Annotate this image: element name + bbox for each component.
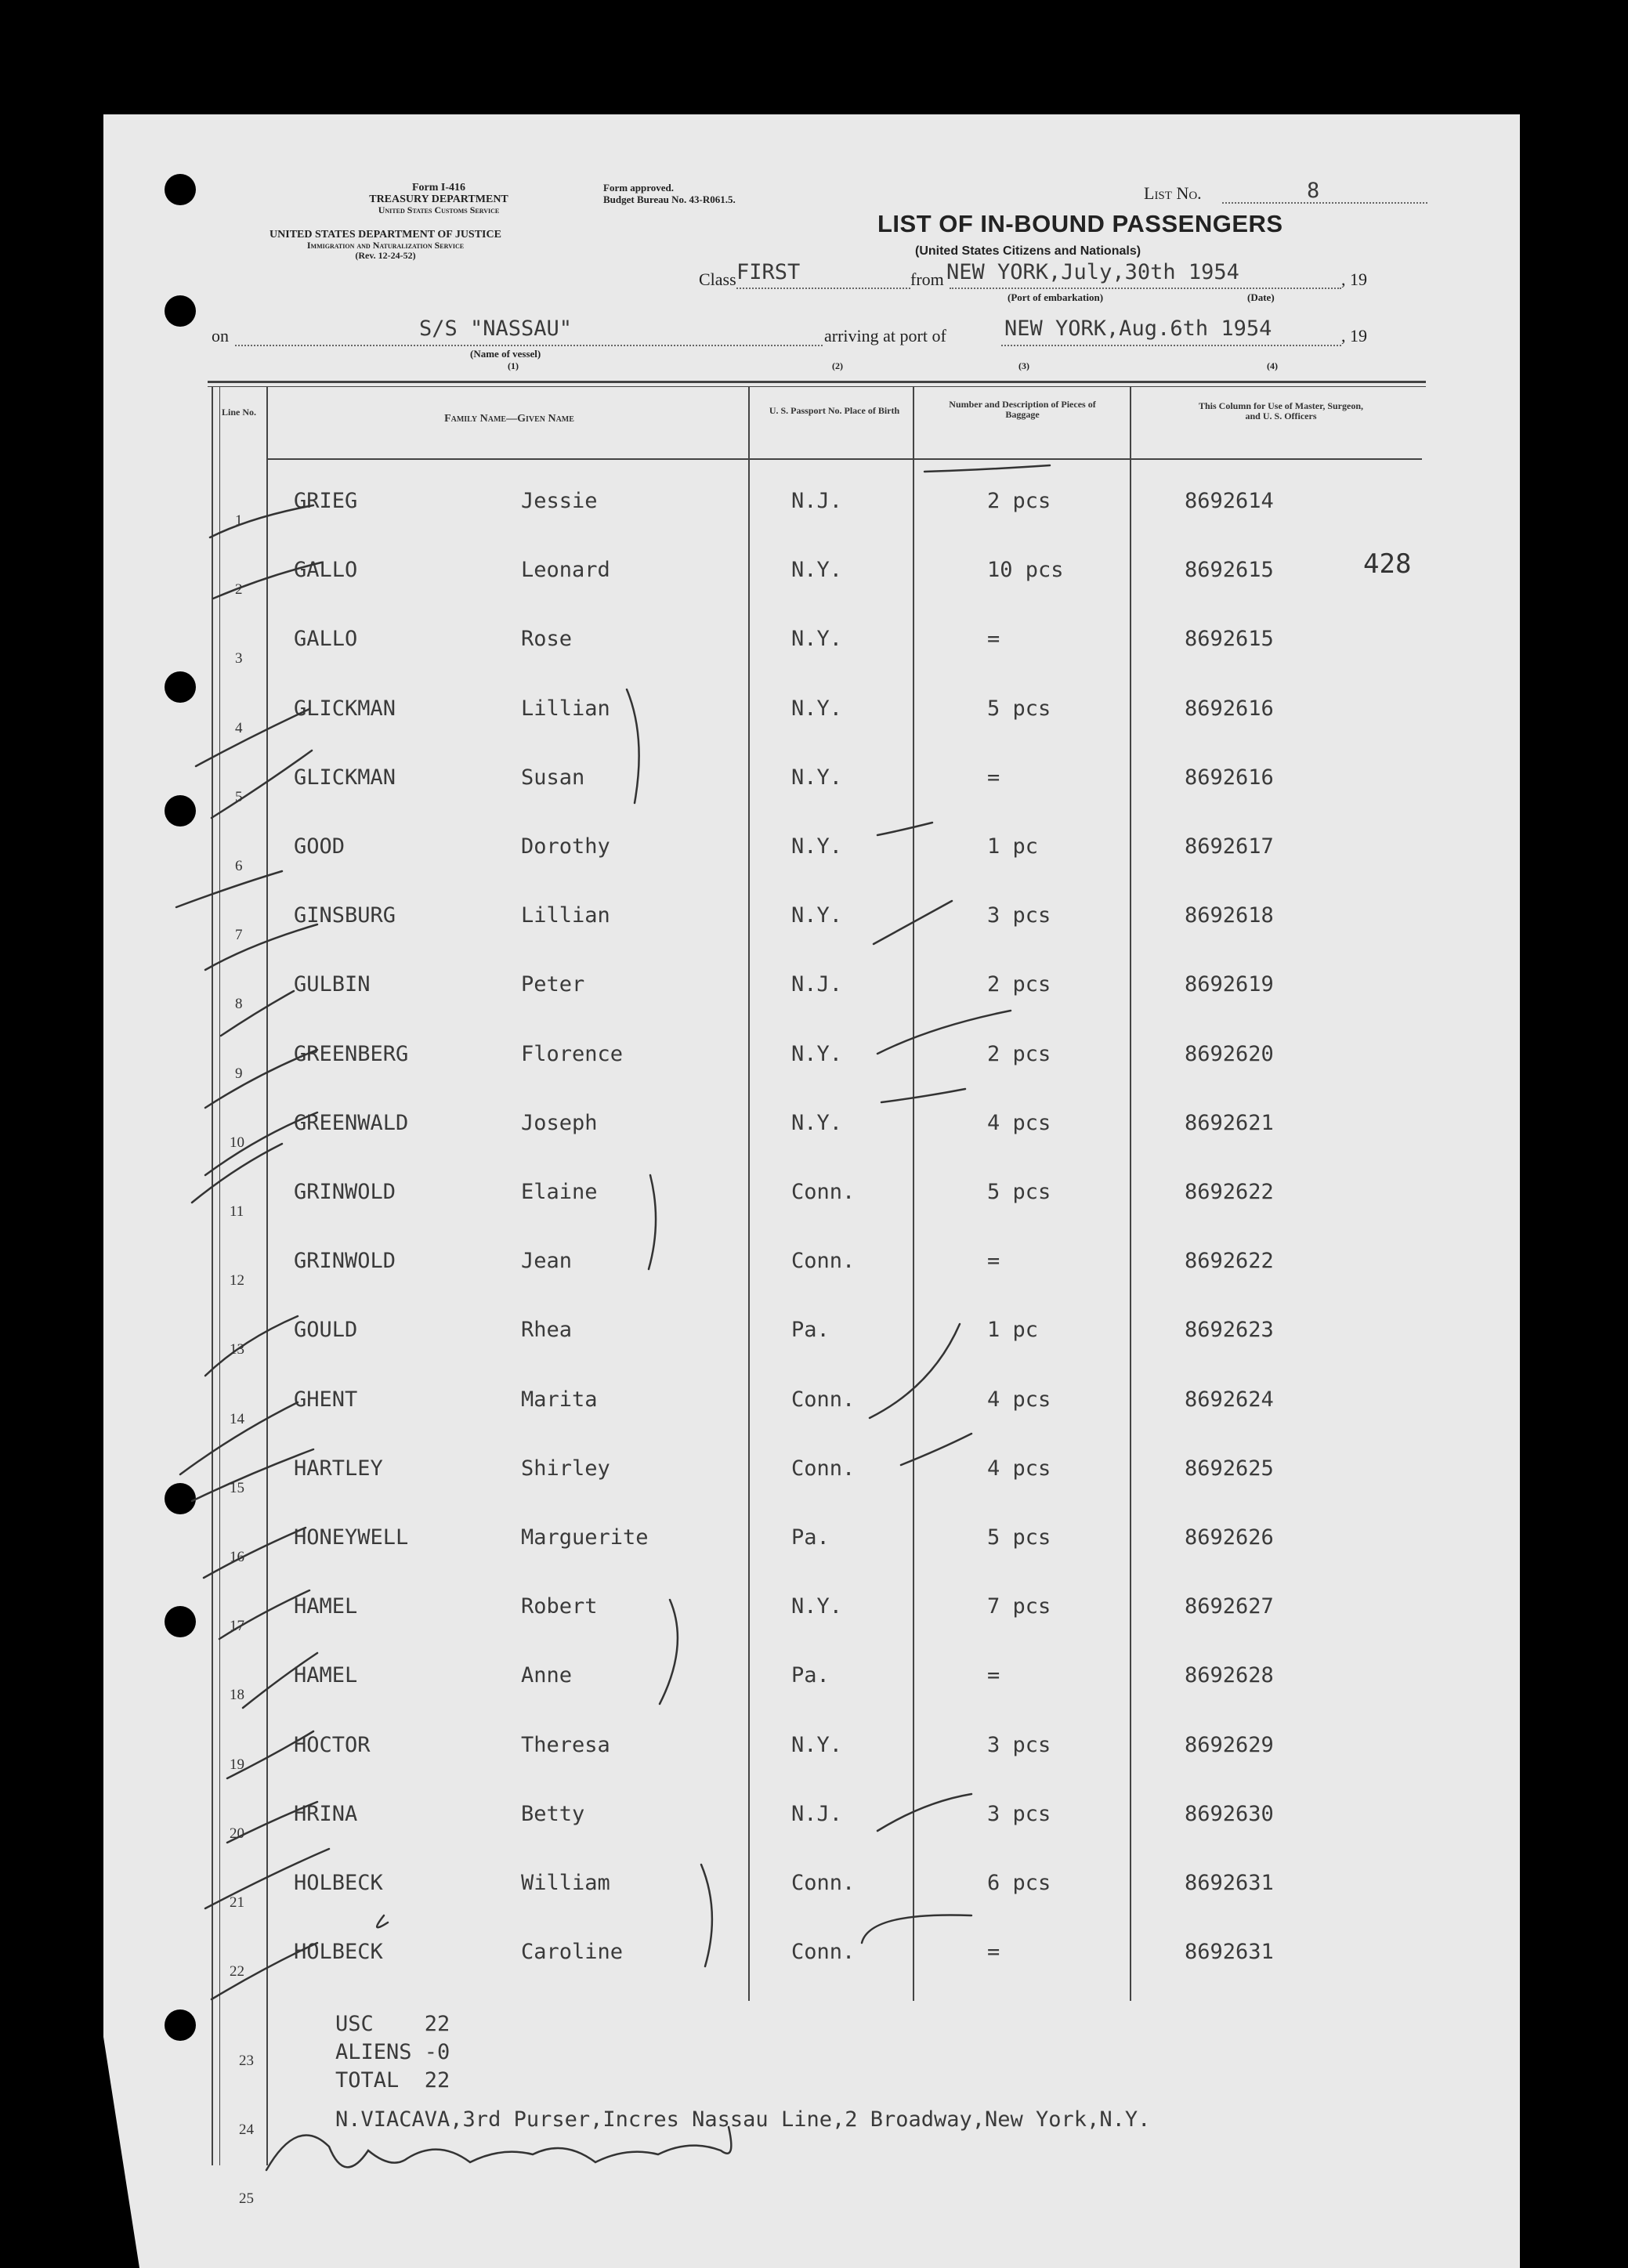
family-name: GRIEG (294, 489, 358, 513)
passport-number: 8692628 (1185, 1663, 1274, 1688)
line-number-25: 25 (239, 2190, 254, 2207)
baggage-count: 1 pc (987, 1318, 1039, 1343)
purser-signature-line: N.VIACAVA,3rd Purser,Incres Nassau Line,2 Broadway,New York,N.Y. (335, 2107, 1151, 2132)
passport-number: 8692617 (1185, 834, 1274, 859)
place-of-birth: N.J. (791, 489, 843, 513)
baggage-count: = (987, 1249, 1000, 1274)
passport-number: 8692614 (1185, 489, 1274, 513)
place-of-birth: N.J. (791, 1801, 843, 1826)
given-name: Anne (521, 1663, 573, 1688)
family-name: HRINA (294, 1801, 358, 1826)
col-header-officers: This Column for Use of Master, Surgeon, and U. S. Officers (1198, 400, 1363, 421)
passport-number: 8692619 (1185, 972, 1274, 997)
given-name: Dorothy (521, 834, 610, 859)
place-of-birth: Conn. (791, 1387, 856, 1412)
given-name: Marguerite (521, 1525, 649, 1550)
ins-service: Immigration and Naturalization Service (306, 240, 465, 251)
line-number: 2 (235, 581, 243, 599)
vessel-name: S/S "NASSAU" (419, 317, 573, 341)
baggage-count: 2 pcs (987, 489, 1051, 513)
baggage-count: 4 pcs (987, 1110, 1051, 1135)
given-name: William (521, 1871, 610, 1895)
from-label: from (910, 269, 944, 289)
given-name: Betty (521, 1801, 585, 1826)
justice-dept: UNITED STATES DEPARTMENT OF JUSTICE (270, 229, 501, 241)
line-number: 8 (235, 996, 243, 1013)
year-suffix-from: , 19 (1341, 269, 1367, 289)
given-name: Jessie (521, 489, 598, 513)
baggage-count: 10 pcs (987, 558, 1064, 583)
baggage-count: 1 pc (987, 834, 1039, 859)
line-number: 22 (230, 1963, 244, 1980)
passport-number: 8692618 (1185, 903, 1274, 928)
line-number-23: 23 (239, 2053, 254, 2069)
line-number: 16 (230, 1549, 244, 1565)
place-of-birth: N.J. (791, 972, 843, 997)
form-approved: Form approved. (603, 182, 675, 194)
place-of-birth: N.Y. (791, 903, 843, 928)
family-name: GALLO (294, 627, 358, 652)
line-number: 14 (230, 1410, 244, 1427)
baggage-count: 3 pcs (987, 1732, 1051, 1757)
usc-count: USC 22 (335, 2012, 450, 2036)
arriving-label: arriving at port of (824, 326, 946, 345)
place-of-birth: N.Y. (791, 765, 843, 790)
line-number: 4 (235, 719, 243, 736)
given-name: Shirley (521, 1456, 610, 1481)
total-count: TOTAL 22 (335, 2068, 450, 2093)
page-subtitle: (United States Citizens and Nationals) (915, 244, 1141, 258)
baggage-count: = (987, 1663, 1000, 1688)
line-number: 1 (235, 512, 243, 529)
line-number: 13 (230, 1341, 244, 1358)
budget-bureau: Budget Bureau No. 43-R061.5. (603, 194, 736, 205)
family-name: GINSBURG (294, 903, 396, 928)
col-header-baggage: Number and Description of Pieces of Baggage (949, 399, 1096, 420)
col-header-passport: U. S. Passport No. Place of Birth (769, 405, 900, 416)
class-label: Class (699, 269, 736, 289)
family-name: HAMEL (294, 1594, 358, 1619)
line-number: 12 (230, 1272, 244, 1290)
line-number: 18 (230, 1687, 244, 1704)
family-name: GREENBERG (294, 1041, 409, 1066)
place-of-birth: Conn. (791, 1940, 856, 1965)
list-no-label: List No. (1144, 183, 1202, 203)
port-embark-note: (Port of embarkation) (1008, 291, 1104, 303)
passport-number: 8692631 (1185, 1940, 1274, 1965)
baggage-count: 4 pcs (987, 1387, 1051, 1412)
place-of-birth: Pa. (791, 1663, 830, 1688)
given-name: Peter (521, 972, 585, 997)
treasury-dept: TREASURY DEPARTMENT (369, 194, 508, 205)
baggage-count: 3 pcs (987, 1801, 1051, 1826)
place-of-birth: Conn. (791, 1180, 856, 1204)
line-number: 19 (230, 1756, 244, 1773)
revision: (Rev. 12-24-52) (355, 250, 416, 261)
given-name: Joseph (521, 1110, 598, 1135)
place-of-birth: Conn. (791, 1456, 856, 1481)
line-number: 10 (230, 1134, 244, 1151)
col-header-name: Family Name—Given Name (444, 413, 574, 425)
given-name: Caroline (521, 1940, 624, 1965)
passport-number: 8692622 (1185, 1180, 1274, 1204)
from-value: NEW YORK,July,30th 1954 (946, 260, 1239, 284)
passport-number: 8692630 (1185, 1801, 1274, 1826)
passport-number: 8692616 (1185, 696, 1274, 721)
col-header-line-no: Line No. (221, 407, 256, 418)
passport-number: 8692625 (1185, 1456, 1274, 1481)
line-number: 5 (235, 788, 243, 805)
given-name: Florence (521, 1041, 624, 1066)
col-no-2: (2) (832, 360, 843, 371)
family-name: HOLBECK (294, 1940, 383, 1965)
family-name: HOLBECK (294, 1871, 383, 1895)
place-of-birth: N.Y. (791, 696, 843, 721)
passport-number: 8692615 (1185, 627, 1274, 652)
line-number: 20 (230, 1825, 244, 1842)
year-suffix-arrival: , 19 (1341, 326, 1367, 345)
family-name: GRINWOLD (294, 1180, 396, 1204)
place-of-birth: Conn. (791, 1249, 856, 1274)
list-no-value: 8 (1307, 179, 1320, 203)
passport-number: 8692615 (1185, 558, 1274, 583)
passport-number: 8692620 (1185, 1041, 1274, 1066)
place-of-birth: N.Y. (791, 627, 843, 652)
margin-note: 428 (1363, 548, 1412, 580)
given-name: Jean (521, 1249, 573, 1274)
line-number: 15 (230, 1479, 244, 1496)
place-of-birth: Pa. (791, 1525, 830, 1550)
passport-number: 8692626 (1185, 1525, 1274, 1550)
passport-number: 8692622 (1185, 1249, 1274, 1274)
vessel-note: (Name of vessel) (470, 348, 541, 360)
place-of-birth: N.Y. (791, 1041, 843, 1066)
family-name: GREENWALD (294, 1110, 409, 1135)
place-of-birth: N.Y. (791, 1732, 843, 1757)
given-name: Rose (521, 627, 573, 652)
passport-number: 8692623 (1185, 1318, 1274, 1343)
family-name: HONEYWELL (294, 1525, 409, 1550)
place-of-birth: N.Y. (791, 1110, 843, 1135)
line-number-24: 24 (239, 2122, 254, 2138)
place-of-birth: Pa. (791, 1318, 830, 1343)
page-title: LIST OF IN-BOUND PASSENGERS (877, 210, 1283, 237)
passport-number: 8692624 (1185, 1387, 1274, 1412)
place-of-birth: N.Y. (791, 1594, 843, 1619)
passport-number: 8692621 (1185, 1110, 1274, 1135)
passport-number: 8692616 (1185, 765, 1274, 790)
line-number: 3 (235, 650, 243, 667)
baggage-count: 6 pcs (987, 1871, 1051, 1895)
given-name: Lillian (521, 903, 610, 928)
family-name: GALLO (294, 558, 358, 583)
given-name: Lillian (521, 696, 610, 721)
vessel-col-no: (1) (508, 360, 519, 371)
baggage-count: = (987, 627, 1000, 652)
family-name: GOULD (294, 1318, 358, 1343)
baggage-count: 5 pcs (987, 1180, 1051, 1204)
line-number: 6 (235, 858, 243, 874)
on-label: on (212, 326, 229, 345)
given-name: Theresa (521, 1732, 610, 1757)
baggage-count: = (987, 1940, 1000, 1965)
baggage-count: 7 pcs (987, 1594, 1051, 1619)
line-number: 9 (235, 1065, 243, 1082)
baggage-count: 5 pcs (987, 1525, 1051, 1550)
passport-number: 8692627 (1185, 1594, 1274, 1619)
place-of-birth: N.Y. (791, 834, 843, 859)
family-name: GULBIN (294, 972, 371, 997)
given-name: Marita (521, 1387, 598, 1412)
date-note: (Date) (1247, 291, 1275, 303)
col-no-3: (3) (1018, 360, 1029, 371)
class-value: FIRST (736, 260, 801, 284)
baggage-count: 4 pcs (987, 1456, 1051, 1481)
baggage-count: 2 pcs (987, 972, 1051, 997)
given-name: Susan (521, 765, 585, 790)
given-name: Robert (521, 1594, 598, 1619)
baggage-count: 3 pcs (987, 903, 1051, 928)
form-number: Form I-416 (411, 182, 466, 194)
baggage-count: 5 pcs (987, 696, 1051, 721)
family-name: GOOD (294, 834, 345, 859)
col-no-4: (4) (1267, 360, 1278, 371)
line-number: 21 (230, 1894, 244, 1911)
line-number: 17 (230, 1618, 244, 1635)
family-name: GRINWOLD (294, 1249, 396, 1274)
family-name: GHENT (294, 1387, 358, 1412)
place-of-birth: N.Y. (791, 558, 843, 583)
customs-service: United States Customs Service (378, 204, 500, 215)
given-name: Elaine (521, 1180, 598, 1204)
passport-number: 8692631 (1185, 1871, 1274, 1895)
line-number: 7 (235, 927, 243, 944)
family-name: GLICKMAN (294, 696, 396, 721)
aliens-count: ALIENS -0 (335, 2040, 450, 2064)
given-name: Rhea (521, 1318, 573, 1343)
baggage-count: 2 pcs (987, 1041, 1051, 1066)
place-of-birth: Conn. (791, 1871, 856, 1895)
family-name: HAMEL (294, 1663, 358, 1688)
passport-number: 8692629 (1185, 1732, 1274, 1757)
family-name: HARTLEY (294, 1456, 383, 1481)
family-name: HOCTOR (294, 1732, 371, 1757)
baggage-count: = (987, 765, 1000, 790)
line-number: 11 (230, 1203, 244, 1220)
given-name: Leonard (521, 558, 610, 583)
arrival-value: NEW YORK,Aug.6th 1954 (1004, 317, 1272, 341)
family-name: GLICKMAN (294, 765, 396, 790)
